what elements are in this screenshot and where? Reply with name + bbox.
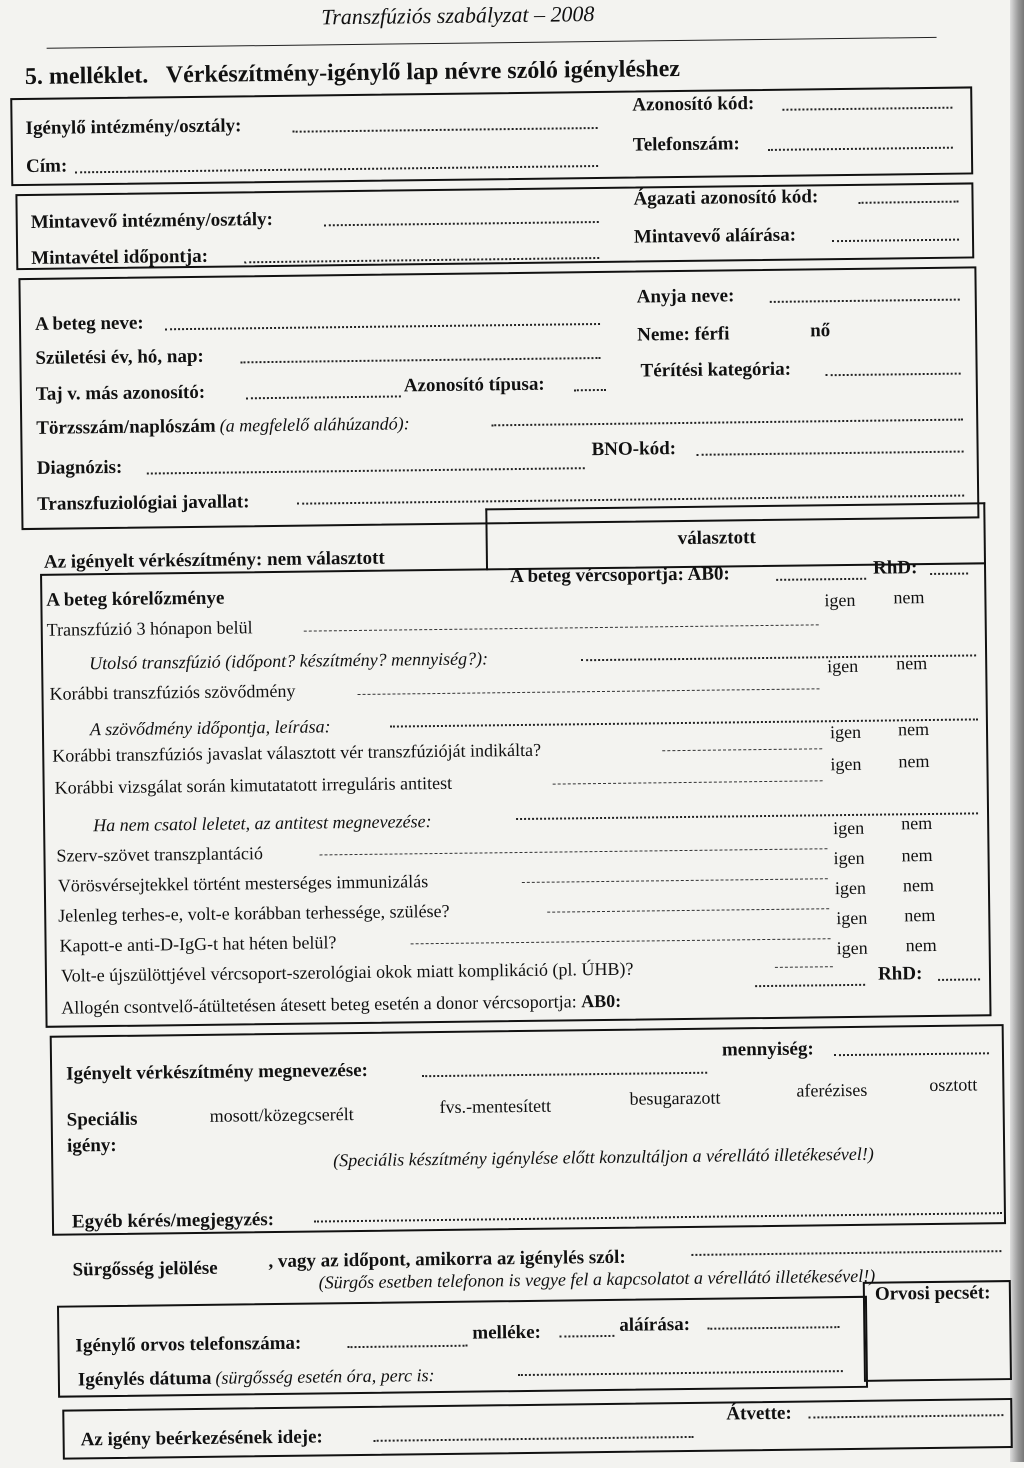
special-option-leukodepleted[interactable]: fvs.-mentesített: [439, 1095, 552, 1118]
indication-label: Transzfuziológiai javallat:: [37, 491, 250, 515]
extension-label: melléke:: [472, 1321, 542, 1344]
taj-label: Taj v. más azonosító:: [35, 381, 206, 405]
requester-institution-label: Igénylő intézmény/osztály:: [25, 115, 242, 139]
history-q1-yes[interactable]: igen: [824, 589, 856, 611]
history-q5-yes[interactable]: igen: [833, 817, 865, 839]
history-q7: Jelenleg terhes-e, volt-e korábban terhessége, szülése?: [58, 900, 450, 926]
urgency-time-field[interactable]: [691, 1250, 1001, 1256]
request-section: [50, 1024, 1006, 1236]
history-q8: Kapott-e anti-D-IgG-t hat héten belül?: [59, 932, 337, 956]
history-q10-rhd-label: RhD:: [877, 963, 923, 985]
birth-date-label: Születési év, hó, nap:: [35, 345, 204, 369]
blood-group-label: A beteg vércsoportja: AB0:: [509, 563, 730, 588]
request-date-label: Igénylés dátuma: [77, 1367, 212, 1391]
sampler-institution-label: Mintavevő intézmény/osztály:: [30, 208, 274, 233]
special-option-apheresis[interactable]: aferézises: [796, 1079, 868, 1101]
history-q9-no[interactable]: nem: [905, 934, 937, 956]
requested-product-label[interactable]: Az igényelt vérkészítmény: nem választott: [43, 547, 385, 573]
history-q2-yes[interactable]: igen: [827, 655, 859, 677]
history-q2-no[interactable]: nem: [896, 653, 928, 674]
history-q6-no[interactable]: nem: [901, 844, 933, 866]
history-q6-yes[interactable]: igen: [833, 847, 865, 869]
sampling-time-label: Mintavétel időpontja:: [31, 245, 209, 269]
request-date-row: [78, 1365, 435, 1391]
special-option-irradiated[interactable]: besugarazott: [629, 1087, 721, 1109]
received-by-label: Átvette:: [726, 1402, 792, 1425]
history-q3: Korábbi transzfúziós javaslat választott vér transzfúzióját indikálta?: [52, 739, 542, 766]
history-q4-no[interactable]: nem: [898, 751, 930, 772]
id-type-field[interactable]: [574, 389, 606, 391]
id-type-label: Azonosító típusa:: [403, 373, 545, 397]
history-q7-no[interactable]: nem: [902, 874, 935, 896]
registry-note: (a megfelelő aláhúzandó):: [219, 413, 410, 436]
history-q2-note: A szövődmény időpontja, leírása:: [89, 716, 331, 740]
history-q4: Korábbi vizsgálat során kimutatatott irreguláris antitest: [54, 772, 453, 798]
annex-title: Vérkészítmény-igénylő lap névre szóló igényléshez: [165, 55, 681, 89]
history-q8-no[interactable]: nem: [904, 904, 936, 926]
history-q4-note: Ha nem csatol leletet, az antitest megnevezése:: [92, 811, 432, 836]
other-request-label: Egyéb kérés/megjegyzés:: [71, 1209, 275, 1233]
special-option-washed[interactable]: mosott/közegcserélt: [209, 1104, 354, 1126]
history-q10-ab0-label: AB0:: [580, 990, 622, 1012]
quantity-label: mennyiség:: [721, 1038, 814, 1061]
history-q8-yes[interactable]: igen: [836, 907, 868, 929]
selected-product-option[interactable]: választott: [677, 527, 756, 550]
history-q4-yes[interactable]: igen: [830, 753, 862, 775]
page-title: [25, 56, 680, 91]
history-q1: Transzfúzió 3 hónapon belül: [46, 617, 253, 640]
id-code-label: Azonosító kód:: [632, 93, 755, 116]
history-q1-no[interactable]: nem: [893, 587, 925, 608]
header-rule: [47, 37, 937, 49]
history-q6: Vörösvérsejtekkel történt mesterséges immunizálás: [57, 871, 429, 896]
sampler-signature-label: Mintavevő aláírása:: [633, 224, 797, 248]
urgency-time-label: , vagy az időpont, amikorra az igénylés szól:: [268, 1246, 626, 1273]
history-q9: Volt-e újszülöttjével vércsoport-szerológiai okok miatt komplikáció (pl. ÚHB)?: [60, 958, 634, 986]
sex-label[interactable]: Neme: férfi: [637, 323, 730, 346]
urgency-label[interactable]: Sürgősség jelölése: [72, 1257, 218, 1281]
running-title: Transzfúziós szabályzat – 2008: [321, 1, 595, 30]
sector-code-label: Ágazati azonosító kód:: [633, 186, 819, 210]
history-q5-no[interactable]: nem: [901, 812, 933, 834]
history-q5: Szerv-szövet transzplantáció: [56, 843, 264, 866]
history-q10-text: Allogén csontvelő-átültetésen átesett beteg esetén a donor vércsoportja:: [61, 991, 577, 1018]
patient-name-label: A beteg neve:: [34, 312, 144, 335]
payment-category-label: Térítési kategória:: [640, 358, 792, 382]
special-label-2: igény:: [66, 1134, 117, 1157]
annex-number: 5. melléklet.: [24, 62, 149, 90]
history-q9-yes[interactable]: igen: [836, 937, 868, 959]
arrival-time-label: Az igény beérkezésének ideje:: [80, 1426, 323, 1451]
diagnosis-label: Diagnózis:: [36, 456, 123, 479]
history-heading: A beteg kórelőzménye: [46, 587, 225, 611]
mother-name-label: Anyja neve:: [636, 285, 735, 308]
request-date-note: (sürgősség esetén óra, perc is:: [215, 1365, 435, 1388]
registry-label: Törzsszám/naplószám: [36, 415, 216, 439]
history-q3-yes[interactable]: igen: [829, 721, 862, 743]
registry-row: [36, 413, 410, 440]
phone-label: Telefonszám:: [632, 133, 740, 156]
special-note: (Speciális készítmény igénylése előtt konzultáljon a vérellátó illetékesével!): [333, 1143, 874, 1171]
history-q3-no[interactable]: nem: [897, 719, 930, 740]
history-q1-note: Utolsó transzfúzió (időpont? készítmény? mennyiség?):: [89, 648, 489, 674]
stamp-label: Orvosi pecsét:: [874, 1282, 991, 1305]
bno-code-label: BNO-kód:: [591, 438, 677, 461]
history-q7-yes[interactable]: igen: [834, 877, 867, 899]
doctor-signature-label: aláírása:: [619, 1313, 691, 1336]
sex-female-option[interactable]: nő: [810, 320, 831, 342]
product-name-label: Igényelt vérkészítmény megnevezése:: [66, 1059, 369, 1085]
history-q2: Korábbi transzfúziós szövődmény: [49, 680, 296, 704]
urgency-note: (Sürgős esetben telefonon is vegye fel a kapcsolatot a vérellátó illetékesével!): [318, 1265, 876, 1293]
special-option-split[interactable]: osztott: [929, 1074, 978, 1096]
special-label: Speciális: [66, 1108, 138, 1131]
doctor-phone-label: Igénylő orvos telefonszáma:: [75, 1332, 302, 1357]
blood-group-rhd-label: RhD:: [872, 557, 918, 579]
requester-address-label: Cím:: [25, 155, 68, 177]
